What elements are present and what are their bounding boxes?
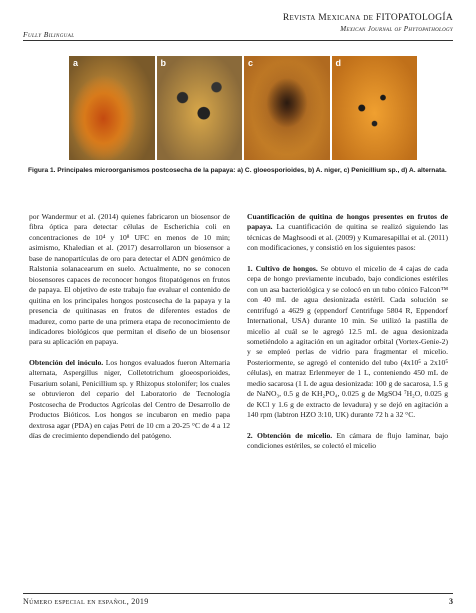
paragraph <box>247 264 448 421</box>
paragraph: por Wandermur et al. (2014) quienes fabricaron un biosensor de fibra óptica para detectar células de Escherichia coli en concentraciones de 10⁴ y 10⁸ UFC en menos de 10 min; asimismo, Khaledian et al. (2017) desarrollaron un biosensor a base de nanopartículas de oro para detectar el ADN genómico de Ralstonia solanacearum en suelo. Actualmente, no se conocen biosensores capaces de reconocer hongos fitopatógenos en frutos de papaya. El objetivo de este trabajo fue evaluar el contenido de quitina en los principales hongos postcosecha de la papaya y la presencia de quitinasas en frutos de diferentes estados de madurez, como parte de una primera etapa de reconocimiento de indicadores biológicos que permitan el diseño de un biosensor para su aplicación en papaya. <box>29 212 230 347</box>
figure-photos <box>69 56 417 160</box>
right-column <box>247 212 448 452</box>
paragraph-body: Se obtuvo el micelio de 4 cajas de cada cepa de hongo previamente incubado, bajo condiciones estériles con un asa bacteriológica y se colocó en un tubo cónico Falcon™ con 40 mL de agua desionizada estéril. Cada solución se centrifugó a 4629 g (eppendorf Centrifuge 5804 R, Eppendorf International, USA) durante 10 min. Se utilizó la pastilla de micelio al cuál se le agregó 12.5 mL de agua desionizada sometiéndolo a agitación en un agitador orbital (Vortex-Genie-2) y se empleó perlas de vidrio para fragmentar el micelio. Posteriormente, se agregó el contenido del tubo (4x10⁵ a 2x10⁵ células), en matraz Erlenmeyer de 1 L, conteniendo 450 mL de medio sacarosa (1 L de agua desionizada: 100 g de sacarosa, 1.5 g de NaNO₃, 0.5 g de KH₂PO₄, 0.025 g de MgSO4 ⁷H₂O, 0.025 g de KCl y 1.6 g de extracto de levadura) y se dejó en agitación a 140 rpm (labtron HZO 3:10, UK) durante 72 h a 32 °C. <box>247 263 448 420</box>
footer-rule <box>23 593 453 594</box>
page-number: 3 <box>449 597 453 606</box>
footer-issue: Número especial en español, 2019 <box>23 597 149 606</box>
running-header-left: Fully Bilingual <box>23 30 75 39</box>
paragraph-body: Los hongos evaluados fueron Alternaria alternata, Aspergillus niger, Colletotrichum gloeosporioides, Fusarium solani, Penicillium sp. y Rhizopus stolonifer; los cuales se obtuvieron del cepario del Laboratorio de Tecnología Postcosecha de Productos Agrícolas del Centro de Desarrollo de Productos Bióticos. Los hongos se incubaron en medio papa dextrosa agar (PDA) en cajas Petri de 10 cm a 20-25 °C de 4 a 12 días de crecimiento dependiendo del patógeno. <box>29 357 230 441</box>
section-heading: 2. Obtención de micelio. <box>247 430 333 440</box>
photo-panel-a <box>69 56 155 160</box>
paragraph <box>247 431 448 452</box>
header-rule <box>23 40 453 41</box>
section-heading: Cuantificación de quitina de hongos presentes en frutos de papaya. <box>247 212 448 232</box>
panel-label: b <box>160 58 166 68</box>
paragraph <box>29 358 230 442</box>
paragraph-body: En cámara de flujo laminar, bajo condiciones estériles, se colectó el micelio <box>247 430 448 451</box>
journal-header <box>283 13 453 33</box>
panel-label: c <box>248 58 254 68</box>
left-column <box>29 212 230 442</box>
photo-panel-b <box>157 56 243 160</box>
panel-label: a <box>73 58 79 68</box>
section-heading: Obtención del inóculo. <box>29 357 104 367</box>
photo-panel-c <box>244 56 330 160</box>
paragraph <box>247 212 448 254</box>
panel-label: d <box>335 58 341 68</box>
journal-subtitle: Mexican Journal of Phytopathology <box>340 25 453 33</box>
section-heading: 1. Cultivo de hongos. <box>247 263 318 273</box>
journal-title: Revista Mexicana de FITOPATOLOGÍA <box>282 13 453 23</box>
figure-caption: Figura 1. Principales microorganismos postcosecha de la papaya: a) C. gloeosporioides, b) A. niger, c) Penicillium sp., d) A. alternata. <box>28 167 447 174</box>
photo-panel-d <box>332 56 418 160</box>
paragraph-body: La cuantificación de quitina se realizó siguiendo las técnicas de Maghsoodi et al. (2009) y Kumaresapillai et al. (2011) con modificaciones, y consistió en los siguientes pasos: <box>247 222 448 253</box>
